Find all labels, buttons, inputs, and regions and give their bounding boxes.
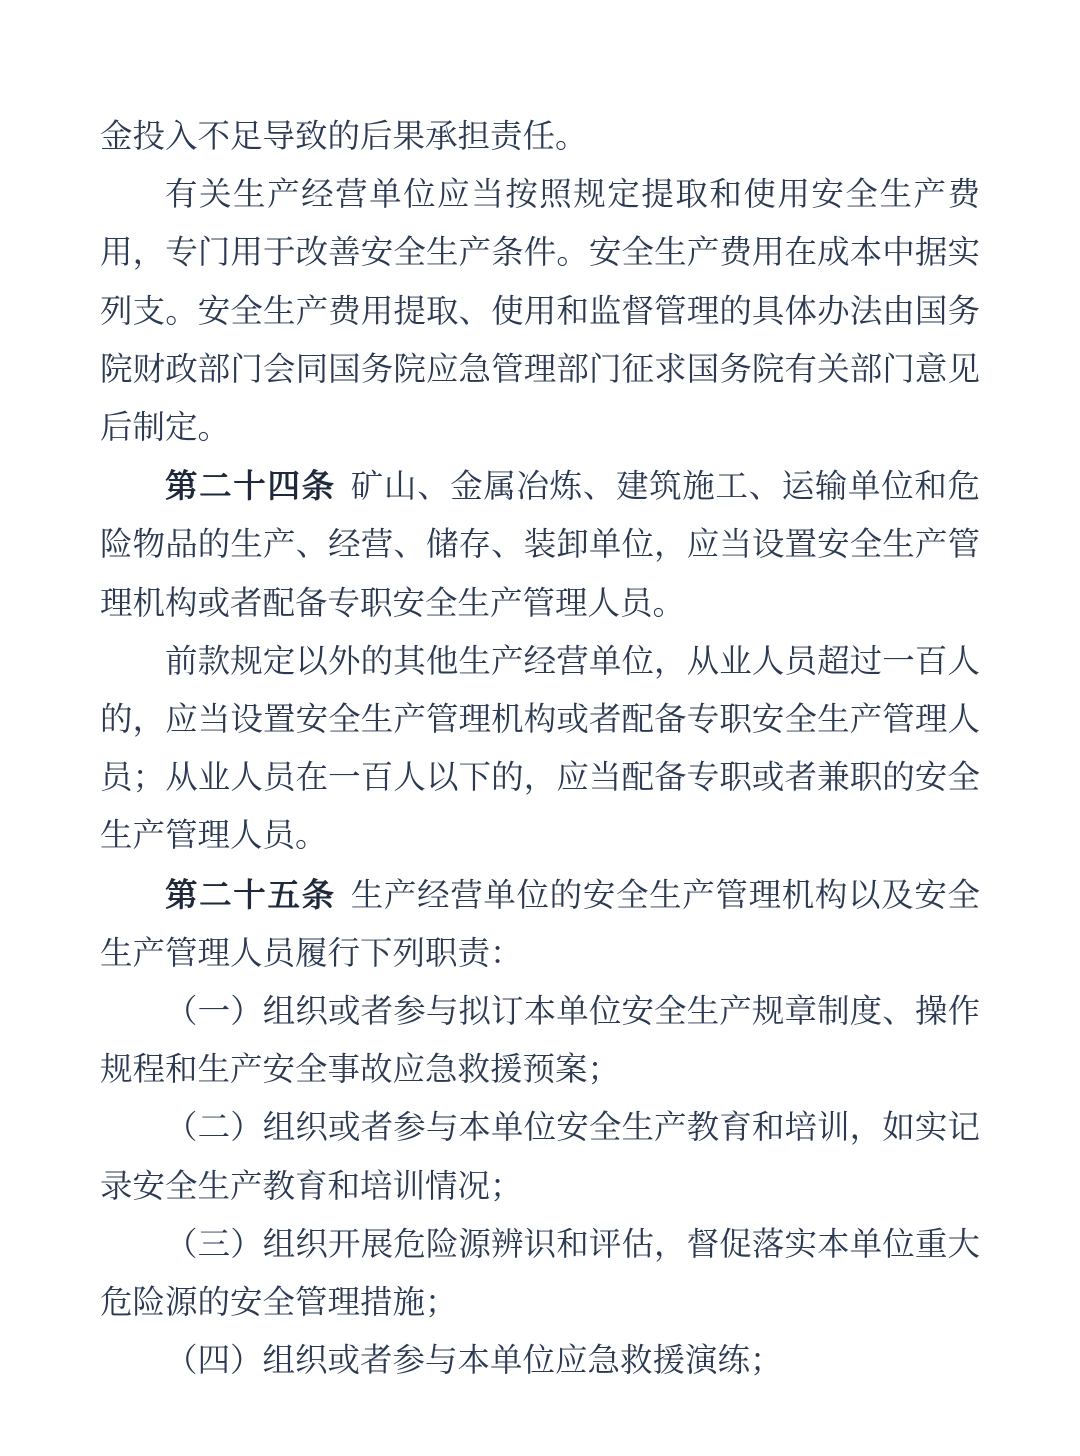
article-number: 第二十五条 bbox=[165, 876, 336, 913]
paragraph bbox=[100, 457, 980, 633]
paragraph-text: 生产经营单位的安全生产管理机构以及安全生产管理人员履行下列职责： bbox=[100, 877, 980, 972]
article-number: 第二十四条 bbox=[165, 468, 336, 505]
paragraph-text: （三）组织开展危险源辨识和评估，督促落实本单位重大危险源的安全管理措施； bbox=[100, 1226, 980, 1322]
paragraph bbox=[100, 633, 980, 866]
paragraph-text: 有关生产经营单位应当按照规定提取和使用安全生产费用，专门用于改善安全生产条件。安全生产费用在成本中据实列支。安全生产费用提取、使用和监督管理的具体办法由国务院财政部门会同国务院应急管理部门征求国务院有关部门意见后制定。 bbox=[100, 177, 980, 447]
paragraph-text: 矿山、金属冶炼、建筑施工、运输单位和危险物品的生产、经营、储存、装卸单位，应当设置安全生产管理机构或者配备专职安全生产管理人员。 bbox=[100, 469, 980, 622]
paragraph-text: （一）组织或者参与拟订本单位安全生产规章制度、操作规程和生产安全事故应急救援预案； bbox=[100, 994, 980, 1089]
paragraph-text: 金投入不足导致的后果承担责任。 bbox=[100, 119, 588, 155]
paragraph bbox=[100, 1216, 980, 1332]
paragraph-text: 前款规定以外的其他生产经营单位，从业人员超过一百人的，应当设置安全生产管理机构或者配备专职安全生产管理人员；从业人员在一百人以下的，应当配备专职或者兼职的安全生产管理人员。 bbox=[100, 643, 980, 855]
paragraph bbox=[100, 1332, 980, 1390]
paragraph bbox=[100, 983, 980, 1099]
paragraph bbox=[100, 108, 980, 166]
paragraph bbox=[100, 166, 980, 457]
paragraph-text: （二）组织或者参与本单位安全生产教育和培训，如实记录安全生产教育和培训情况； bbox=[100, 1110, 980, 1205]
paragraph-text: （四）组织或者参与本单位应急救援演练； bbox=[165, 1343, 783, 1380]
paragraph bbox=[100, 1099, 980, 1215]
paragraph bbox=[100, 866, 980, 983]
document-body bbox=[100, 108, 980, 1390]
